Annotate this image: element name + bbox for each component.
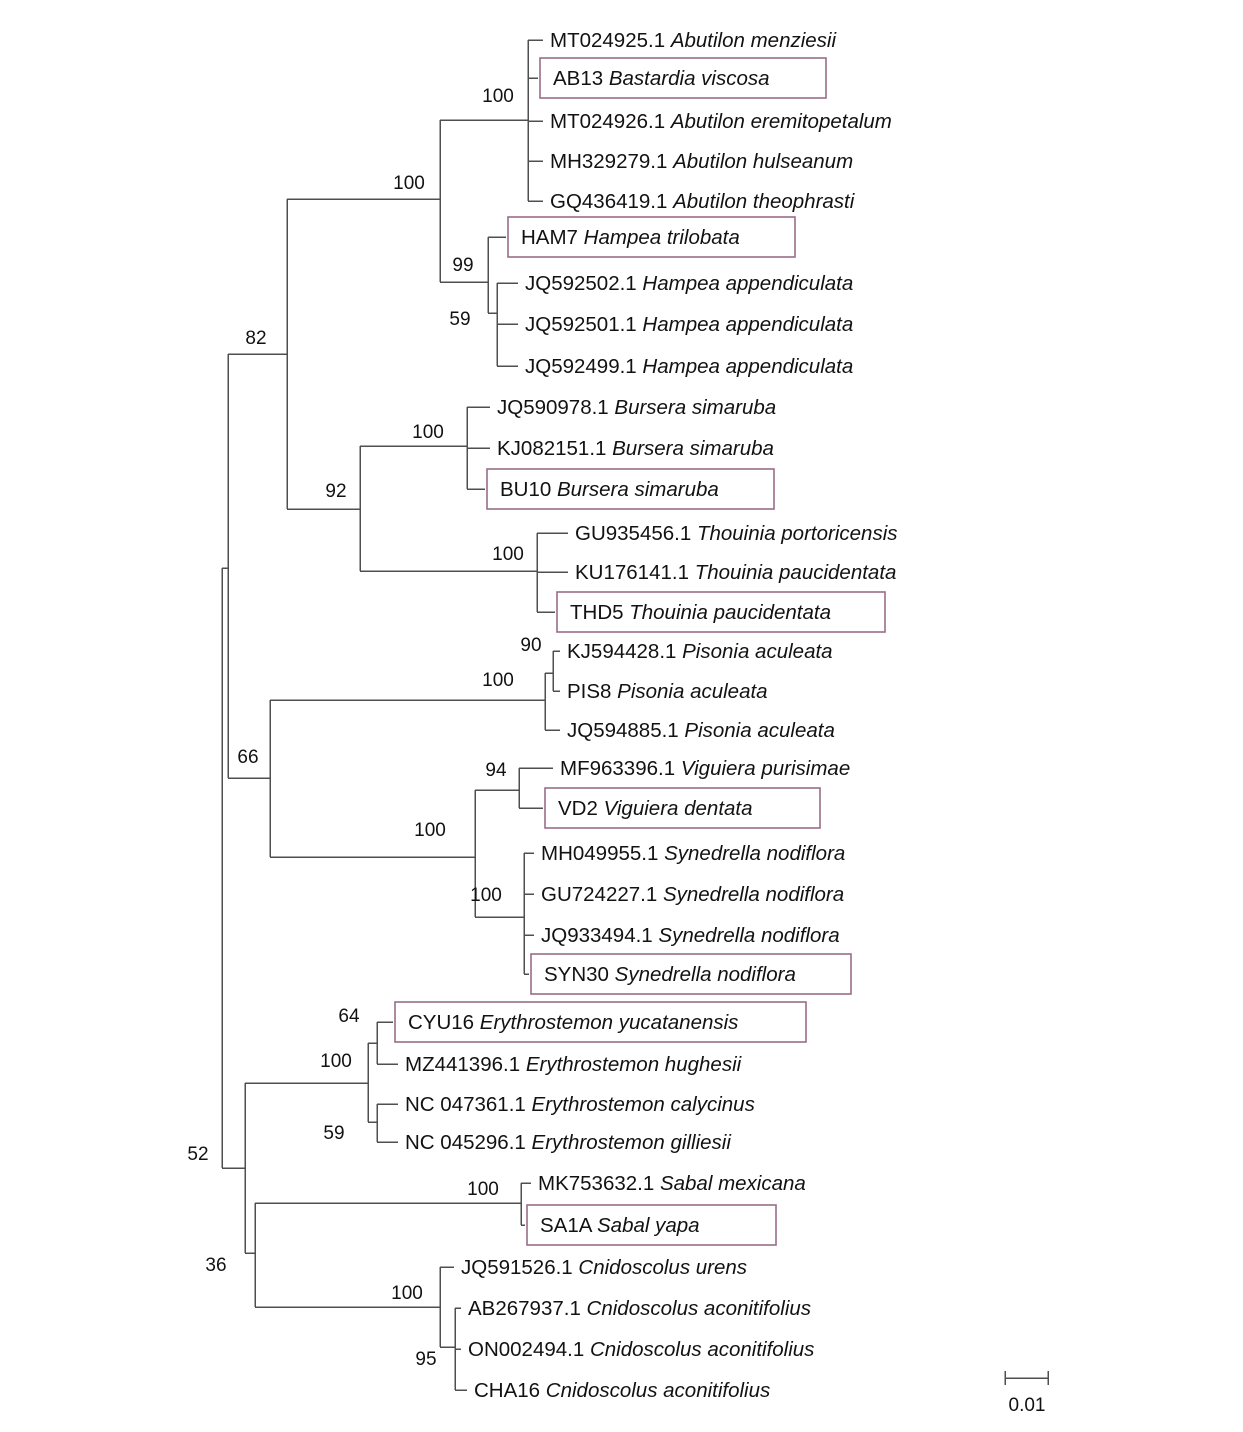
species-name: Hampea appendiculata: [642, 355, 854, 378]
bootstrap-value: 100: [467, 1179, 499, 1200]
leaf-label: [538, 1172, 806, 1195]
species-name: Hampea appendiculata: [642, 272, 854, 295]
species-name: Thouinia paucidentata: [694, 561, 897, 584]
leaf-label: [497, 437, 774, 460]
accession-code: SYN30: [544, 963, 615, 986]
accession-code: AB267937.1: [468, 1297, 587, 1320]
accession-code: JQ592499.1: [525, 355, 643, 378]
leaf-label: [570, 601, 831, 624]
leaf-label: [474, 1379, 770, 1402]
bootstrap-value: 100: [470, 885, 502, 906]
species-name: Sabal mexicana: [659, 1172, 806, 1195]
accession-code: PIS8: [567, 680, 618, 703]
species-name: Erythrostemon calycinus: [531, 1093, 755, 1116]
bootstrap-value: 59: [449, 309, 471, 330]
species-name: Cnidoscolus aconitifolius: [589, 1338, 815, 1361]
bootstrap-value: 94: [485, 760, 507, 781]
species-name: Pisonia aculeata: [684, 719, 835, 742]
leaf-label: [405, 1053, 743, 1076]
accession-code: NC 047361.1: [405, 1093, 532, 1116]
bootstrap-value: 64: [338, 1006, 360, 1027]
accession-code: JQ591526.1: [461, 1256, 579, 1279]
bootstrap-value: 100: [482, 86, 514, 107]
species-name: Viguiera purisimae: [680, 757, 851, 780]
leaf-label: [567, 640, 833, 663]
leaf-label: [521, 226, 740, 249]
bootstrap-value: 36: [205, 1255, 227, 1276]
species-name: Abutilon theophrasti: [673, 190, 855, 213]
accession-code: MZ441396.1: [405, 1053, 526, 1076]
species-name: Bastardia viscosa: [608, 67, 770, 90]
leaf-label: [567, 719, 835, 742]
bootstrap-value: 100: [482, 670, 514, 691]
bootstrap-value: 59: [323, 1123, 345, 1144]
species-name: Hampea trilobata: [583, 226, 740, 249]
species-name: Viguiera dentata: [603, 797, 753, 820]
bootstrap-value: 99: [452, 255, 474, 276]
leaf-label: [540, 1214, 700, 1237]
leaf-label: [550, 29, 837, 52]
accession-code: MH329279.1: [550, 150, 674, 173]
bootstrap-value: 52: [187, 1144, 209, 1165]
accession-code: GU724227.1: [541, 883, 663, 906]
accession-code: KJ082151.1: [497, 437, 613, 460]
leaf-label: [405, 1093, 755, 1116]
species-name: Bursera simaruba: [556, 478, 719, 501]
accession-code: ON002494.1: [468, 1338, 590, 1361]
accession-code: MF963396.1: [560, 757, 681, 780]
leaf-label: [558, 797, 753, 820]
bootstrap-value: 100: [492, 544, 524, 565]
species-name: Thouinia paucidentata: [629, 601, 831, 624]
leaf-label: [541, 842, 845, 865]
leaf-label: [408, 1011, 738, 1034]
accession-code: MK753632.1: [538, 1172, 660, 1195]
bootstrap-value: 95: [415, 1349, 437, 1370]
species-name: Thouinia portoricensis: [696, 522, 898, 545]
species-name: Abutilon eremitopetalum: [670, 110, 892, 133]
bootstrap-value: 66: [237, 747, 259, 768]
species-name: Synedrella nodiflora: [658, 924, 840, 947]
accession-code: NC 045296.1: [405, 1131, 532, 1154]
leaf-label: [575, 561, 896, 584]
leaf-label: [497, 396, 776, 419]
accession-code: GQ436419.1: [550, 190, 674, 213]
accession-code: JQ592502.1: [525, 272, 643, 295]
leaf-label: [550, 190, 856, 213]
bootstrap-value: 82: [245, 328, 267, 349]
species-name: Bursera simaruba: [614, 396, 777, 419]
bootstrap-value: 100: [414, 820, 446, 841]
accession-code: GU935456.1: [575, 522, 697, 545]
species-name: Cnidoscolus aconitifolius: [545, 1379, 771, 1402]
accession-code: CYU16: [408, 1011, 480, 1034]
accession-code: KU176141.1: [575, 561, 695, 584]
leaf-label: [405, 1131, 732, 1154]
accession-code: HAM7: [521, 226, 584, 249]
species-name: Cnidoscolus aconitifolius: [586, 1297, 812, 1320]
species-name: Abutilon hulseanum: [673, 150, 854, 173]
accession-code: BU10: [500, 478, 557, 501]
bootstrap-value: 100: [391, 1283, 423, 1304]
accession-code: JQ594885.1: [567, 719, 685, 742]
species-name: Synedrella nodiflora: [614, 963, 796, 986]
leaf-label: [468, 1338, 814, 1361]
leaf-label: [525, 355, 853, 378]
species-name: Pisonia aculeata: [682, 640, 833, 663]
accession-code: KJ594428.1: [567, 640, 683, 663]
bootstrap-value: 100: [412, 422, 444, 443]
leaf-label: [525, 313, 853, 336]
accession-code: MH049955.1: [541, 842, 665, 865]
species-name: Synedrella nodiflora: [664, 842, 846, 865]
bootstrap-value: 100: [393, 173, 425, 194]
bootstrap-value: 100: [320, 1051, 352, 1072]
accession-code: MT024926.1: [550, 110, 671, 133]
leaf-label: [560, 757, 850, 780]
bootstrap-value: 92: [325, 481, 347, 502]
species-name: Erythrostemon yucatanensis: [479, 1011, 739, 1034]
accession-code: THD5: [570, 601, 630, 624]
leaf-label: [468, 1297, 811, 1320]
accession-code: VD2: [558, 797, 604, 820]
species-name: Pisonia aculeata: [617, 680, 768, 703]
leaf-label: [541, 883, 844, 906]
leaf-label: [500, 478, 719, 501]
accession-code: JQ590978.1: [497, 396, 615, 419]
leaf-label: [575, 522, 898, 545]
species-name: Synedrella nodiflora: [662, 883, 845, 906]
accession-code: AB13: [553, 67, 609, 90]
leaf-label: [550, 150, 853, 173]
leaf-label: [525, 272, 853, 295]
leaf-label: [461, 1256, 747, 1279]
leaf-label: [567, 680, 768, 703]
accession-code: SA1A: [540, 1214, 597, 1237]
scale-bar-label: 0.01: [1008, 1395, 1046, 1416]
accession-code: CHA16: [474, 1379, 546, 1402]
species-name: Hampea appendiculata: [642, 313, 854, 336]
species-name: Sabal yapa: [597, 1214, 700, 1237]
accession-code: JQ933494.1: [541, 924, 659, 947]
accession-code: JQ592501.1: [525, 313, 643, 336]
accession-code: MT024925.1: [550, 29, 671, 52]
species-name: Bursera simaruba: [612, 437, 774, 460]
species-name: Abutilon menziesii: [670, 29, 837, 52]
species-name: Erythrostemon gilliesii: [531, 1131, 731, 1154]
species-name: Cnidoscolus urens: [578, 1256, 748, 1279]
leaf-label: [550, 110, 892, 133]
leaf-label: [541, 924, 840, 947]
bootstrap-value: 90: [520, 635, 542, 656]
leaf-label: [544, 963, 796, 986]
species-name: Erythrostemon hughesii: [525, 1053, 742, 1076]
leaf-label: [553, 67, 770, 90]
